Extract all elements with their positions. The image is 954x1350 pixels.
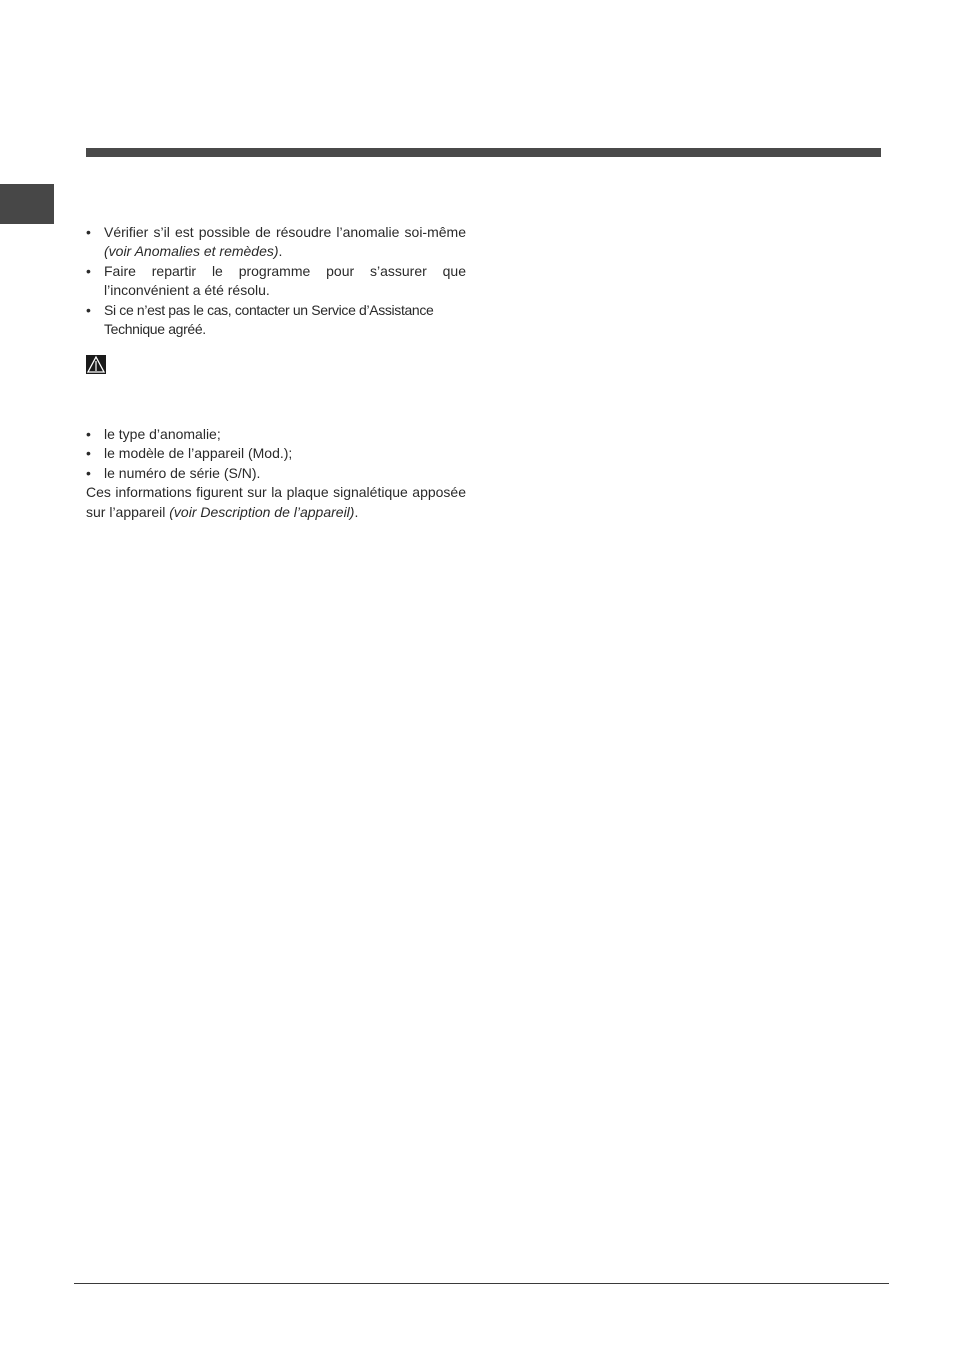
info-section xyxy=(86,425,466,522)
cross-reference: (voir Description de l’appareil) xyxy=(169,503,355,520)
language-tab xyxy=(0,184,54,224)
warning-triangle-icon xyxy=(86,355,106,374)
list-item: • le type d’anomalie; xyxy=(86,425,466,444)
footer-note: Ces informations figurent sur la plaque signalétique apposée sur l’appareil (voir Description de l’appareil). xyxy=(86,484,466,520)
list-item: • le numéro de série (S/N). xyxy=(86,464,466,483)
list-item: • le modèle de l’appareil (Mod.); xyxy=(86,444,466,463)
bullet-icon: • xyxy=(86,301,91,318)
header-bar xyxy=(86,148,881,157)
bullet-icon: • xyxy=(86,426,91,442)
steps-list xyxy=(86,223,466,339)
bullet-icon: • xyxy=(86,224,91,240)
list-item: • Si ce n’est pas le cas, contacter un Service d’Assistance Technique agréé. xyxy=(86,301,434,338)
bullet-icon: • xyxy=(86,262,91,279)
bullet-icon: • xyxy=(86,445,91,462)
list-item: • Vérifier s’il est possible de résoudre l’anomalie soi-même (voir Anomalies et remèdes). xyxy=(86,224,466,260)
bullet-icon: • xyxy=(86,464,91,481)
footer-rule xyxy=(74,1283,889,1284)
list-item: • Faire repartir le programme pour s’assurer que l’inconvénient a été résolu. xyxy=(86,262,466,299)
info-list xyxy=(86,425,466,483)
steps-section xyxy=(86,223,466,339)
cross-reference: (voir Anomalies et remèdes) xyxy=(104,243,279,260)
